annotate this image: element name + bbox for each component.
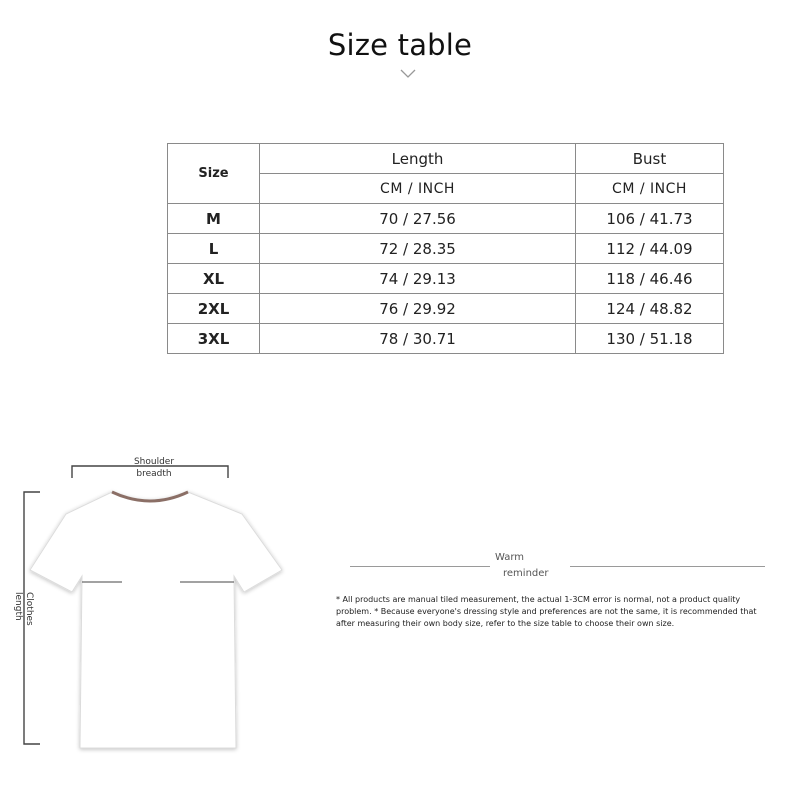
reminder-title: Warm reminder — [495, 552, 549, 579]
table-header-row — [168, 144, 724, 174]
bust-cell: 118 / 46.46 — [576, 264, 724, 294]
size-header: Size — [168, 144, 260, 204]
table-row — [168, 324, 724, 354]
length-cell: 72 / 28.35 — [260, 234, 576, 264]
length-cell: 78 / 30.71 — [260, 324, 576, 354]
bust-header: Bust — [576, 144, 724, 174]
table-row — [168, 234, 724, 264]
bust-cell: 112 / 44.09 — [576, 234, 724, 264]
tshirt-shape — [30, 492, 282, 748]
table-row — [168, 204, 724, 234]
shoulder-label: Shoulder breadth — [133, 457, 175, 479]
table-row — [168, 294, 724, 324]
page-title: Size table — [327, 28, 473, 62]
reminder-divider-right — [570, 566, 765, 567]
size-cell: M — [168, 204, 260, 234]
reminder-text: * All products are manual tiled measurement, the actual 1-3CM error is normal, not a product quality problem. * Because everyone's dressing style and preferences are not the same, it is recommended that after measuring their own body size, refer to the size table to choose their own size. — [336, 595, 757, 628]
reminder-divider-left — [350, 566, 490, 567]
length-cell: 76 / 29.92 — [260, 294, 576, 324]
length-cell: 70 / 27.56 — [260, 204, 576, 234]
tshirt-diagram — [0, 430, 300, 760]
size-table — [167, 143, 724, 354]
length-cell: 74 / 29.13 — [260, 264, 576, 294]
chevron-down-icon — [400, 68, 416, 80]
size-cell: L — [168, 234, 260, 264]
length-header: Length — [260, 144, 576, 174]
bust-cell: 106 / 41.73 — [576, 204, 724, 234]
bust-cell: 124 / 48.82 — [576, 294, 724, 324]
length-unit: CM / INCH — [260, 174, 576, 204]
size-cell: 3XL — [168, 324, 260, 354]
size-cell: 2XL — [168, 294, 260, 324]
bust-unit: CM / INCH — [576, 174, 724, 204]
size-cell: XL — [168, 264, 260, 294]
bust-cell: 130 / 51.18 — [576, 324, 724, 354]
table-row — [168, 264, 724, 294]
clothes-length-label: Clothes length — [13, 592, 34, 626]
